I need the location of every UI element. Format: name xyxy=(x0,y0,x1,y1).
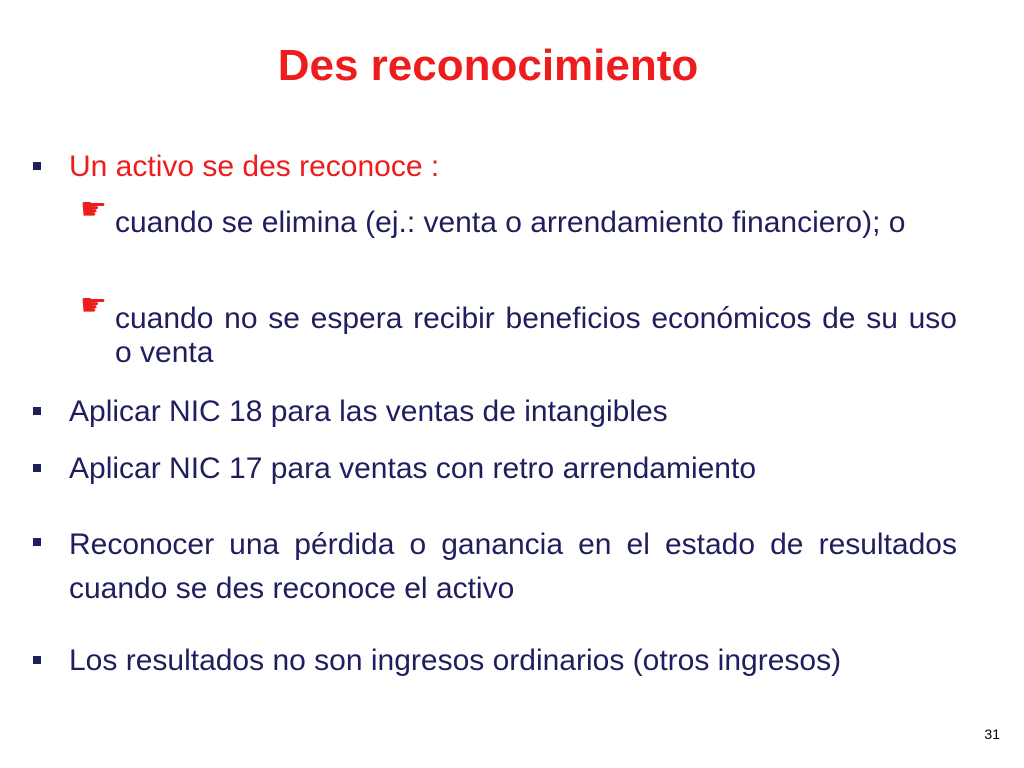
slide-title: Des reconocimiento xyxy=(277,41,699,90)
bullet-item-2: Aplicar NIC 18 para las ventas de intangibles xyxy=(69,395,668,428)
page-number: 31 xyxy=(984,726,1000,742)
bullet-item-1: Un activo se des reconoce : xyxy=(69,150,440,183)
bullet-square-icon xyxy=(33,464,41,472)
sub-bullet-item-1: cuando se elimina (ej.: venta o arrendamiento financiero); o xyxy=(115,206,906,239)
bullet-square-icon xyxy=(33,656,41,664)
sub-bullet-item-2: cuando no se espera recibir beneficios económicos de su uso o venta xyxy=(115,302,957,369)
bullet-item-5: Los resultados no son ingresos ordinarios (otros ingresos) xyxy=(69,644,842,677)
pointing-hand-icon: ☛ xyxy=(80,193,107,226)
bullet-square-icon xyxy=(33,407,41,415)
pointing-hand-icon: ☛ xyxy=(80,289,107,322)
bullet-item-3: Aplicar NIC 17 para ventas con retro arrendamiento xyxy=(69,452,757,485)
bullet-item-4: Reconocer una pérdida o ganancia en el estado de resultados cuando se des reconoce el activo xyxy=(69,528,957,605)
bullet-square-icon xyxy=(33,162,41,170)
bullet-square-icon xyxy=(33,538,41,546)
